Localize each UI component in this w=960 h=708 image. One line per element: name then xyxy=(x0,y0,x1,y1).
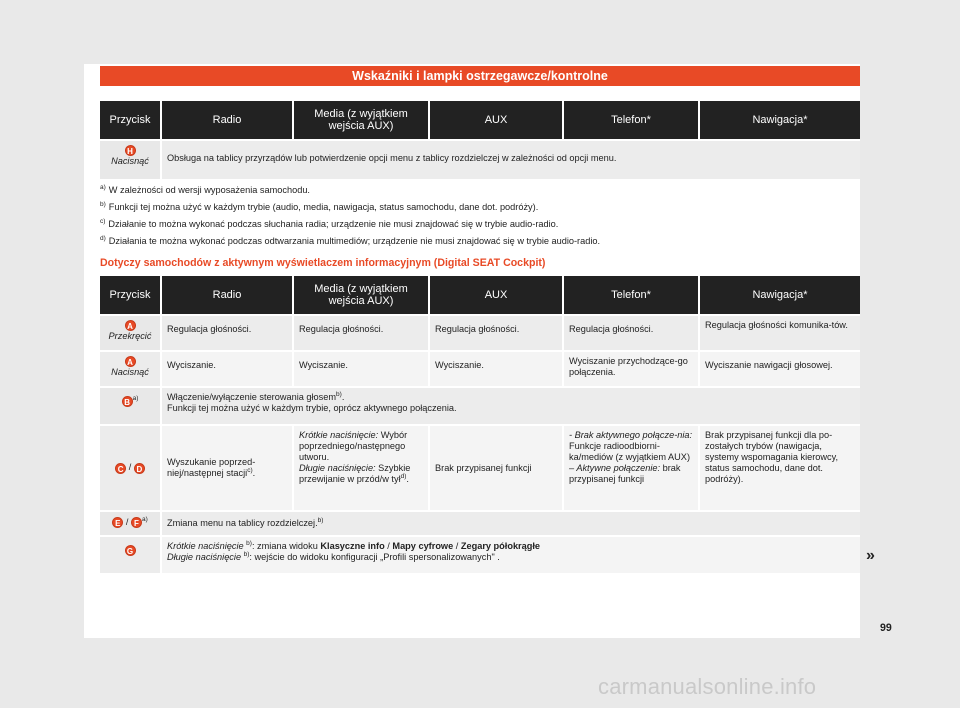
col-header-aux: AUX xyxy=(430,101,564,139)
button-b-icon: B xyxy=(122,396,133,407)
key-cell xyxy=(100,535,162,573)
cell-navigation: Brak przypisanej funkcji dla po-zostałych trybów (nawigacja, systemy wspomagania kierowcy, status samochodu, dane dot. podróży). xyxy=(700,424,860,510)
table-row xyxy=(100,424,860,510)
col-header-media: Media (z wyjątkiem wejścia AUX) xyxy=(294,276,430,314)
cell-aux: Regulacja głośności. xyxy=(430,314,564,350)
footnote-item: $^{b)}$ Funkcji tej można użyć w każdym trybie (audio, media, nawigacja, status samochodu, dane dot. podróży). xyxy=(100,200,539,212)
key-cell: A Nacisnąć xyxy=(100,350,162,386)
col-header-phone: Telefon* xyxy=(564,276,700,314)
button-a-icon: A xyxy=(125,356,136,367)
table-row xyxy=(100,350,860,386)
footnote-item: $^{d)}$ Działania te można wykonać podczas odtwarzania multimediów; urządzenie nie musi znajdować się w trybie audio-radio. xyxy=(100,234,601,246)
continue-arrow-icon: » xyxy=(866,547,875,564)
key-cell: A Przekręcić xyxy=(100,314,162,350)
cell-phone: - Brak aktywnego połącze-nia: Funkcje radioodbiorni-ka/mediów (z wyjątkiem AUX) – Aktywne połączenie: brak przypisanej funkcji xyxy=(564,424,700,510)
button-c-icon: C xyxy=(115,463,126,474)
col-header-radio: Radio xyxy=(162,276,294,314)
col-header-aux: AUX xyxy=(430,276,564,314)
cell-media: Wyciszanie. xyxy=(294,350,430,386)
cell-phone: Regulacja głośności. xyxy=(564,314,700,350)
cell-aux: Brak przypisanej funkcji xyxy=(430,424,564,510)
footnotes xyxy=(100,182,860,250)
table-row xyxy=(100,510,860,535)
row-description: Obsługa na tablicy przyrządów lub potwierdzenie opcji menu z tablicy rozdzielczej w zależności od opcji menu. xyxy=(162,139,860,179)
key-action: Nacisnąć xyxy=(111,156,149,167)
col-header-navigation: Nawigacja* xyxy=(700,276,860,314)
buttons-table-2 xyxy=(100,276,860,573)
cell-navigation: Regulacja głośności komunika-tów. xyxy=(700,314,860,350)
button-a-icon: A xyxy=(125,320,136,331)
cell-media: Regulacja głośności. xyxy=(294,314,430,350)
table-header-row xyxy=(100,101,860,139)
cell-media: Krótkie naciśnięcie: Wybór poprzedniego/następnego utworu. Długie naciśnięcie: Szybkie przewijanie w przód/w tył$^{d)}$. xyxy=(294,424,430,510)
button-f-icon: F xyxy=(131,517,142,528)
button-g-icon: G xyxy=(125,545,136,556)
table-row xyxy=(100,535,860,573)
table-row xyxy=(100,139,860,179)
table-header-row xyxy=(100,276,860,314)
buttons-table-1 xyxy=(100,101,860,179)
key-cell xyxy=(100,139,162,179)
button-e-icon: E xyxy=(112,517,123,528)
col-header-button: Przycisk xyxy=(100,101,162,139)
cell-aux: Wyciszanie. xyxy=(430,350,564,386)
key-cell: B $^{a)}$ xyxy=(100,386,162,424)
key-cell: E / F $^{a)}$ xyxy=(100,510,162,535)
table-row xyxy=(100,314,860,350)
cell-phone: Wyciszanie przychodzące-go połączenia. xyxy=(564,350,700,386)
col-header-navigation: Nawigacja* xyxy=(700,101,860,139)
page-header: Wskaźniki i lampki ostrzegawcze/kontrolne xyxy=(100,66,860,86)
footnote-item: $^{a)}$ W zależności od wersji wyposażenia samochodu. xyxy=(100,183,310,195)
table-row xyxy=(100,386,860,424)
cell-radio: Wyciszanie. xyxy=(162,350,294,386)
watermark: carmanualsonline.info xyxy=(598,674,817,699)
row-description: Krótkie naciśnięcie $^{b)}$: zmiana widoku Klasyczne info / Mapy cyfrowe / Zegary półokrągłe Długie naciśnięcie $^{b)}$: wejście do widoku konfiguracji „Profili spersonalizowanych" . xyxy=(162,535,860,573)
button-d-icon: D xyxy=(134,463,145,474)
cell-radio: Wyszukanie poprzed-niej/następnej stacji$^{c)}$. xyxy=(162,424,294,510)
button-h-icon: H xyxy=(125,145,136,156)
page-number: 99 xyxy=(880,622,892,634)
cell-navigation: Wyciszanie nawigacji głosowej. xyxy=(700,350,860,386)
key-cell: C / D xyxy=(100,424,162,510)
section-title: Dotyczy samochodów z aktywnym wyświetlaczem informacyjnym (Digital SEAT Cockpit) xyxy=(100,257,546,269)
footnote-item: $^{c)}$ Działanie to można wykonać podczas słuchania radia; urządzenie nie musi znajdować się w trybie audio-radio. xyxy=(100,217,559,229)
col-header-button: Przycisk xyxy=(100,276,162,314)
col-header-media: Media (z wyjątkiem wejścia AUX) xyxy=(294,101,430,139)
col-header-phone: Telefon* xyxy=(564,101,700,139)
row-description: Zmiana menu na tablicy rozdzielczej.$^{b)}$ xyxy=(162,510,860,535)
row-description: Włączenie/wyłączenie sterowania głosem$^{b)}$. Funkcji tej można użyć w każdym trybie, oprócz aktywnego połączenia. xyxy=(162,386,860,424)
col-header-radio: Radio xyxy=(162,101,294,139)
cell-radio: Regulacja głośności. xyxy=(162,314,294,350)
